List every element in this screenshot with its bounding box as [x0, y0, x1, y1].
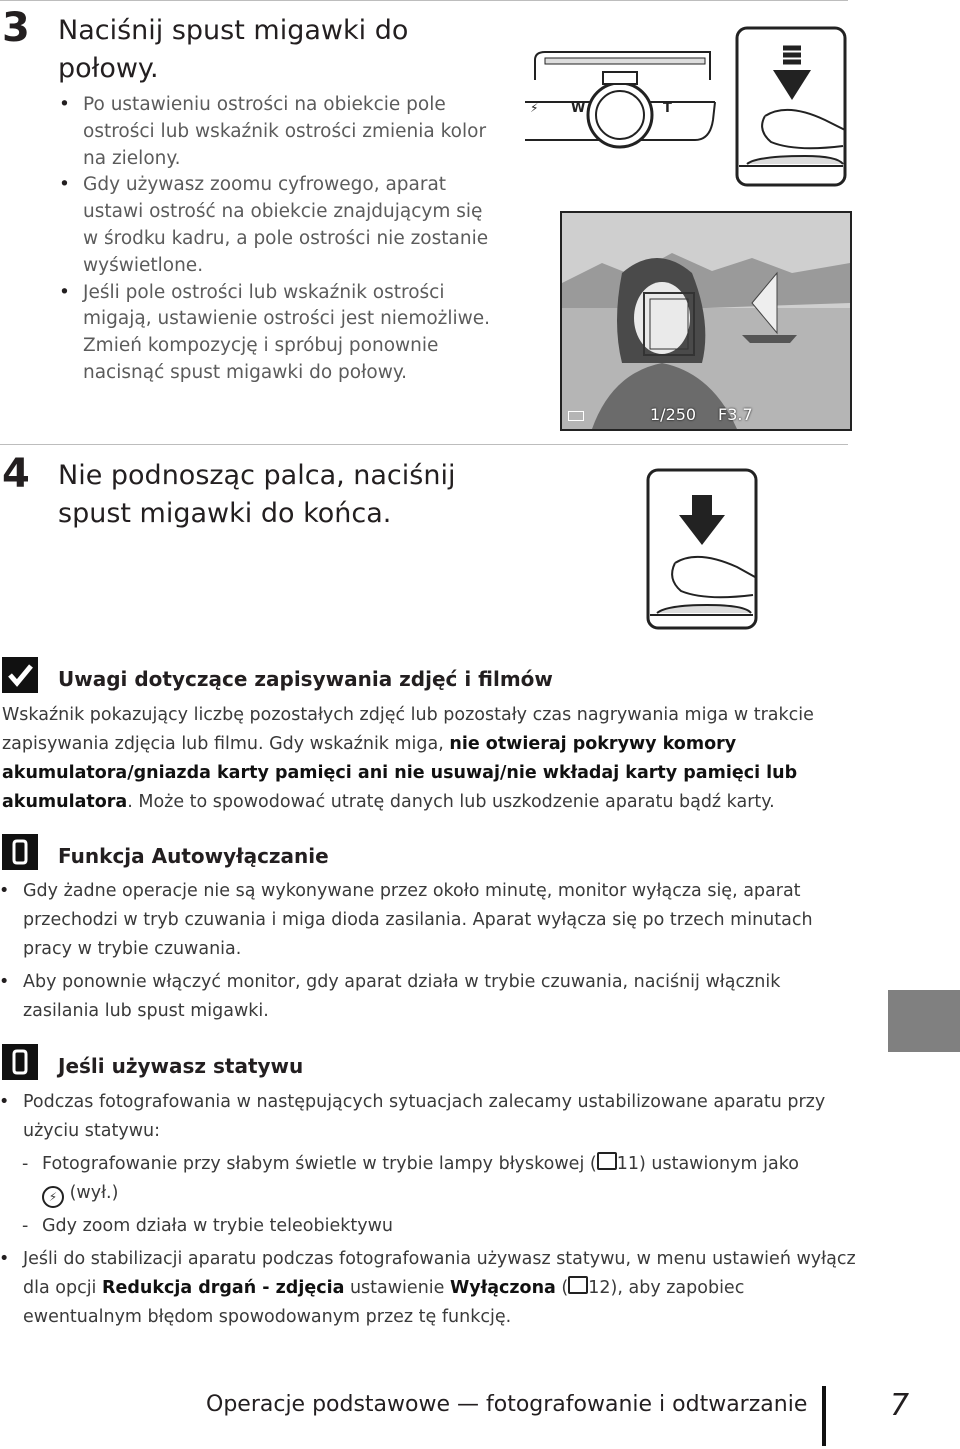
dash-item: - Gdy zoom działa w trybie teleobiektywu	[22, 1216, 393, 1236]
aperture-readout: F3.7	[718, 405, 753, 424]
step-3-bullets	[58, 92, 498, 387]
camera-monitor-preview	[560, 211, 852, 431]
zoom-w-label: W	[571, 101, 586, 116]
step-3-number: 3	[2, 5, 30, 51]
note-autooff-bullets	[0, 877, 858, 1026]
note-saving-text-1: Wskaźnik pokazujący liczbę pozostałych zdjęć lub pozostały czas nagrywania miga w trakcie zapisywania zdjęcia lub filmu. Gdy wskaźnik miga,	[2, 705, 814, 754]
note-saving-title: Uwagi dotyczące zapisywania zdjęć i filmów	[58, 667, 553, 691]
shutter-speed-readout: 1/250	[650, 405, 697, 424]
book-icon	[597, 1152, 617, 1170]
memo-icon	[2, 834, 38, 870]
step-4-title: Nie podnosząc palca, naciśnij spust migawki do końca.	[58, 460, 456, 529]
book-icon	[568, 1276, 588, 1294]
camera-shutter-half-press-illustration	[525, 20, 850, 190]
note-tripod-body	[0, 1088, 858, 1332]
list-item: • Jeśli pole ostrości lub wskaźnik ostrości migają, ustawienie ostrości jest niemożliwe. Zmień kompozycję i spróbuj ponownie nacisnąć spust migawki do połowy.	[58, 280, 498, 387]
page-number: 7	[890, 1388, 910, 1423]
top-divider	[0, 0, 848, 1]
flash-off-icon: ⚡	[42, 1186, 64, 1208]
memo-icon	[2, 1044, 38, 1080]
svg-text:⚡: ⚡	[530, 101, 539, 115]
step-divider	[0, 444, 848, 445]
list-item: • Gdy używasz zoomu cyfrowego, aparat ustawi ostrość na obiekcie znajdującym się w środku kadru, a pole ostrości nie zostanie wyświetlone.	[58, 172, 498, 279]
list-item: • Po ustawieniu ostrości na obiekcie pole ostrości lub wskaźnik ostrości zmienia kolor na zielony.	[58, 92, 498, 172]
shutter-full-press-illustration	[645, 467, 760, 632]
list-item: • Podczas fotografowania w następujących sytuacjach zalecamy ustabilizowane aparatu przy użyciu statywu:	[0, 1088, 858, 1146]
footer-divider	[822, 1386, 826, 1446]
section-thumb-tab	[888, 990, 960, 1052]
note-saving-text-2: . Może to spowodować utratę danych lub uszkodzenie aparatu bądź karty.	[127, 792, 775, 812]
note-saving-warning: nie otwieraj pokrywy komory akumulatora/gniazda karty pamięci ani nie usuwaj/nie wkładaj karty pamięci lub akumulatora	[2, 734, 798, 812]
checkmark-icon	[2, 657, 38, 693]
note-autooff-title: Funkcja Autowyłączanie	[58, 844, 329, 868]
step-3-title: Naciśnij spust migawki do połowy.	[58, 15, 409, 84]
note-saving-body	[2, 701, 852, 817]
scene-photo	[562, 213, 850, 429]
zoom-t-label: T	[663, 101, 672, 116]
list-item: • Gdy żadne operacje nie są wykonywane przez około minutę, monitor wyłącza się, aparat przechodzi w tryb czuwania i miga dioda zasilania. Aparat wyłącza się po trzech minutach pracy w trybie czuwania.	[0, 877, 858, 964]
note-tripod-title: Jeśli używasz statywu	[58, 1054, 304, 1078]
battery-indicator-icon	[568, 411, 584, 421]
dash-item: - Fotografowanie przy słabym świetle w trybie lampy błyskowej ( 11) ustawionym jako ⚡ (wył.)	[0, 1150, 858, 1208]
list-item: • Aby ponownie włączyć monitor, gdy aparat działa w trybie czuwania, naciśnij włącznik zasilania lub spust migawki.	[0, 968, 858, 1026]
step-4-number: 4	[2, 451, 30, 497]
list-item: • Jeśli do stabilizacji aparatu podczas fotografowania używasz statywu, w menu ustawień wyłącz dla opcji Redukcja drgań - zdjęcia ustawienie Wyłączona ( 12), aby zapobiec ewentualnym błędom spowodowanym przez tę funkcję.	[0, 1245, 858, 1332]
footer-section-title: Operacje podstawowe — fotografowanie i odtwarzanie	[206, 1392, 808, 1417]
